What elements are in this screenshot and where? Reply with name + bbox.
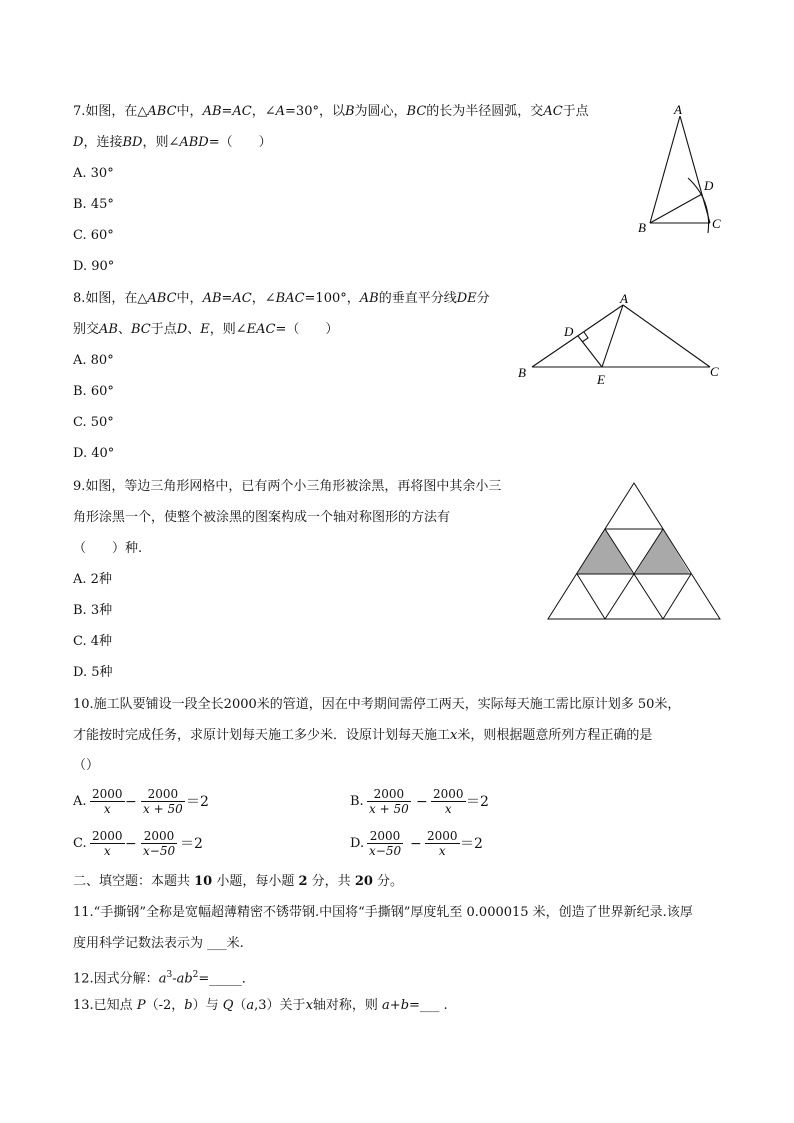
section-text: 二、填空题：本题共 — [73, 874, 195, 889]
numerator: 2000 — [427, 829, 458, 843]
q8-text: 、 — [117, 322, 131, 337]
q9-shaded-cell-left — [577, 529, 633, 574]
q13-text: ）与 — [192, 998, 223, 1013]
q7-label-d: D — [704, 178, 714, 193]
q12-text: ab — [176, 971, 193, 987]
q12-text: - — [172, 971, 177, 987]
q10-option-b-fraction-2 — [431, 787, 466, 816]
q10-option-d-fraction-2 — [425, 829, 460, 858]
q9-option-d: D. 5种 — [73, 665, 113, 680]
q7-text: ，连接 — [83, 135, 123, 150]
q8-text: AB — [359, 291, 379, 306]
q10-option-b-fraction-1 — [367, 787, 411, 816]
numerator: 2000 — [92, 829, 123, 843]
section-text: 2 — [298, 874, 308, 889]
q8-text: ，∠ — [251, 291, 276, 306]
q12-exponent: 2 — [192, 970, 199, 980]
q13-text: 轴对称，则 — [312, 998, 383, 1013]
q7-text: AC — [543, 104, 563, 119]
q10-option-d-fraction-1 — [367, 829, 403, 858]
q7-label-b: B — [638, 220, 646, 235]
q8-option-b: B. 60° — [73, 384, 114, 399]
q8-segment-ac — [623, 305, 710, 367]
section-text: 分，共 — [307, 874, 355, 889]
q8-text: AB — [99, 322, 118, 337]
q8-text: BAC — [275, 291, 305, 306]
section-text: 分。 — [372, 874, 404, 889]
q7-text: B — [344, 104, 355, 119]
q10-line3: （） — [73, 758, 100, 773]
q8-text: DE — [456, 291, 477, 306]
q8-text: BC — [130, 322, 151, 337]
denominator: x−50 — [369, 844, 402, 858]
q8-label-a: A — [620, 291, 628, 306]
q7-text: BC — [406, 104, 427, 119]
q11-line2: 度用科学记数法表示为 ___米. — [73, 936, 244, 951]
q13-text: （-2， — [145, 998, 185, 1013]
q9-shaded-cell-right — [635, 529, 690, 574]
q13-text: =___ . — [409, 998, 448, 1013]
q7-text: =30°，以 — [285, 104, 345, 119]
minus-sign: − — [125, 794, 137, 810]
q7-text: 于点 — [562, 104, 589, 119]
q7-text: 中， — [176, 104, 203, 119]
q10-option-c-fraction-2 — [141, 829, 177, 858]
q8-text: ABC — [147, 291, 177, 306]
q9-line1: 9.如图，等边三角形网格中，已有两个小三角形被涂黑，再将图中其余小三 — [73, 479, 502, 494]
equals-rhs: ＝2 — [186, 794, 209, 810]
q8-right-angle-mark — [582, 332, 588, 342]
q7-option-b: B. 45° — [73, 197, 114, 212]
q7-text: BD — [122, 135, 143, 150]
q10-option-a-label: A. — [73, 794, 87, 809]
q10-option-b-label: B. — [350, 794, 364, 809]
q9-option-a: A. 2种 — [73, 572, 112, 587]
numerator: 2000 — [433, 787, 464, 801]
numerator: 2000 — [141, 787, 185, 802]
denominator: x — [103, 802, 111, 816]
q13-text: （ — [233, 998, 247, 1013]
q7-text: 为圆心， — [354, 104, 407, 119]
q7-text: ABD — [179, 135, 209, 150]
q7-option-d: D. 90° — [73, 259, 115, 274]
q7-segment-ab — [650, 116, 680, 223]
q7-segment-ac — [680, 116, 710, 223]
q8-text: =（ ） — [275, 322, 339, 337]
q9-grid-line — [663, 574, 691, 619]
numerator: 2000 — [141, 829, 177, 844]
q13-text: a — [246, 998, 255, 1013]
q8-option-a: A. 80° — [73, 353, 114, 368]
q7-option-a: A. 30° — [73, 166, 114, 181]
q13-text: Q — [222, 998, 234, 1013]
q9-option-c: C. 4种 — [73, 634, 113, 649]
q12-text: 12.因式分解： — [73, 971, 159, 987]
denominator: x + 50 — [369, 802, 409, 816]
q13-text: P — [136, 998, 146, 1013]
q7-line2 — [73, 135, 272, 151]
q8-text: 的垂直平分线 — [378, 291, 457, 306]
q7-text: 的长为半径圆弧，交 — [426, 104, 544, 119]
q12-exponent: 3 — [166, 970, 173, 980]
q7-label-c: C — [712, 216, 721, 231]
q9-outer-triangle — [548, 483, 720, 619]
q7-option-c: C. 60° — [73, 228, 114, 243]
q8-text: ，则∠ — [209, 322, 247, 337]
q10-option-a-fraction-2 — [141, 787, 185, 816]
q11-line1: 11.“手撕钢”全称是宽幅超薄精密不锈带钢.中国将“手撕钢”厚度轧至 0.000015 米，创造了世界新纪录.该厚 — [73, 905, 693, 920]
q13-line — [73, 998, 448, 1014]
q8-text: E — [200, 322, 210, 337]
q7-text: AB=AC — [202, 104, 252, 119]
q13-text: x — [305, 998, 313, 1013]
q8-triangle-figure — [510, 290, 730, 390]
section-text: 20 — [354, 874, 373, 889]
q8-text: =100°， — [304, 291, 360, 306]
q9-line3: （ ）种. — [73, 541, 143, 556]
q7-triangle-figure — [630, 100, 730, 240]
q8-text: 于点 — [150, 322, 177, 337]
q8-option-c: C. 50° — [73, 415, 114, 430]
denominator: x — [444, 802, 452, 816]
section-text: 10 — [194, 874, 213, 889]
q7-label-a: A — [674, 102, 682, 117]
q7-text: D — [73, 135, 84, 150]
numerator: 2000 — [367, 829, 403, 844]
q7-line1 — [73, 104, 589, 120]
q8-label-c: C — [710, 364, 719, 379]
q10-text: 米，则根据题意所列方程正确的是 — [457, 728, 653, 743]
q8-text: 别交 — [73, 322, 100, 337]
q8-label-b: B — [518, 365, 526, 380]
q8-segment-ae — [602, 305, 623, 367]
q8-label-d: D — [564, 324, 574, 339]
denominator: x — [103, 844, 111, 858]
denominator: x — [438, 844, 446, 858]
q9-grid-line — [577, 574, 605, 619]
q9-grid-line — [605, 574, 634, 619]
q9-grid-line — [634, 574, 663, 619]
q9-option-b: B. 3种 — [73, 603, 113, 618]
q10-option-d-label: D. — [350, 836, 365, 851]
q10-line1: 10.施工队要铺设一段全长2000米的管道，因在中考期间需停工两天，实际每天施工需比原计划多 50米， — [73, 697, 681, 712]
q13-text: a+b — [382, 998, 410, 1013]
q9-line2: 角形涂黑一个，使整个被涂黑的图案构成一个轴对称图形的方法有 — [73, 510, 451, 525]
q8-line1 — [73, 291, 490, 307]
q8-segment-de — [578, 336, 602, 367]
equals-rhs: ＝2 — [180, 836, 203, 852]
q8-text: 8.如图，在△ — [73, 291, 148, 306]
q10-option-a-fraction-1 — [90, 787, 125, 816]
minus-sign: − — [416, 794, 428, 810]
q13-text: b — [184, 998, 193, 1013]
q10-option-c-label: C. — [73, 836, 87, 851]
q7-text: ABC — [147, 104, 177, 119]
denominator: x + 50 — [143, 802, 183, 816]
q8-text: D — [176, 322, 188, 337]
q8-text: 分 — [476, 291, 490, 306]
q8-line2 — [73, 322, 338, 338]
q8-option-d: D. 40° — [73, 446, 115, 461]
q10-text: x — [450, 728, 458, 743]
numerator: 2000 — [92, 787, 123, 801]
q7-text: A — [275, 104, 286, 119]
q9-triangle-grid — [545, 478, 725, 623]
q8-text: 中， — [176, 291, 203, 306]
q8-text: EAC — [246, 322, 276, 337]
section-text: 小题，每小题 — [212, 874, 299, 889]
equals-rhs: ＝2 — [466, 794, 489, 810]
q7-text: ，则∠ — [142, 135, 180, 150]
section-heading — [73, 874, 403, 890]
q10-text: 才能按时完成任务，求原计划每天施工多少米．设原计划每天施工 — [73, 728, 451, 743]
q7-text: =（ ） — [208, 135, 272, 150]
q8-segment-ab — [532, 305, 623, 367]
q12-line — [73, 967, 255, 987]
q12-text: =_____． — [198, 971, 255, 987]
q8-text: 、 — [187, 322, 201, 337]
q8-label-e: E — [597, 372, 605, 387]
minus-sign: − — [410, 836, 422, 852]
q7-text: ，∠ — [251, 104, 276, 119]
denominator: x−50 — [143, 844, 176, 858]
q13-text: ,3）关于 — [254, 998, 306, 1013]
q10-line2 — [73, 728, 652, 744]
q7-segment-bd — [650, 194, 702, 223]
q8-text: AB=AC — [202, 291, 252, 306]
q7-text: 7.如图，在△ — [73, 104, 148, 119]
minus-sign: − — [125, 836, 137, 852]
q12-text: a — [158, 971, 167, 987]
equals-rhs: ＝2 — [460, 836, 483, 852]
q13-text: 13.已知点 — [73, 998, 137, 1013]
q10-option-c-fraction-1 — [90, 829, 125, 858]
numerator: 2000 — [367, 787, 411, 802]
